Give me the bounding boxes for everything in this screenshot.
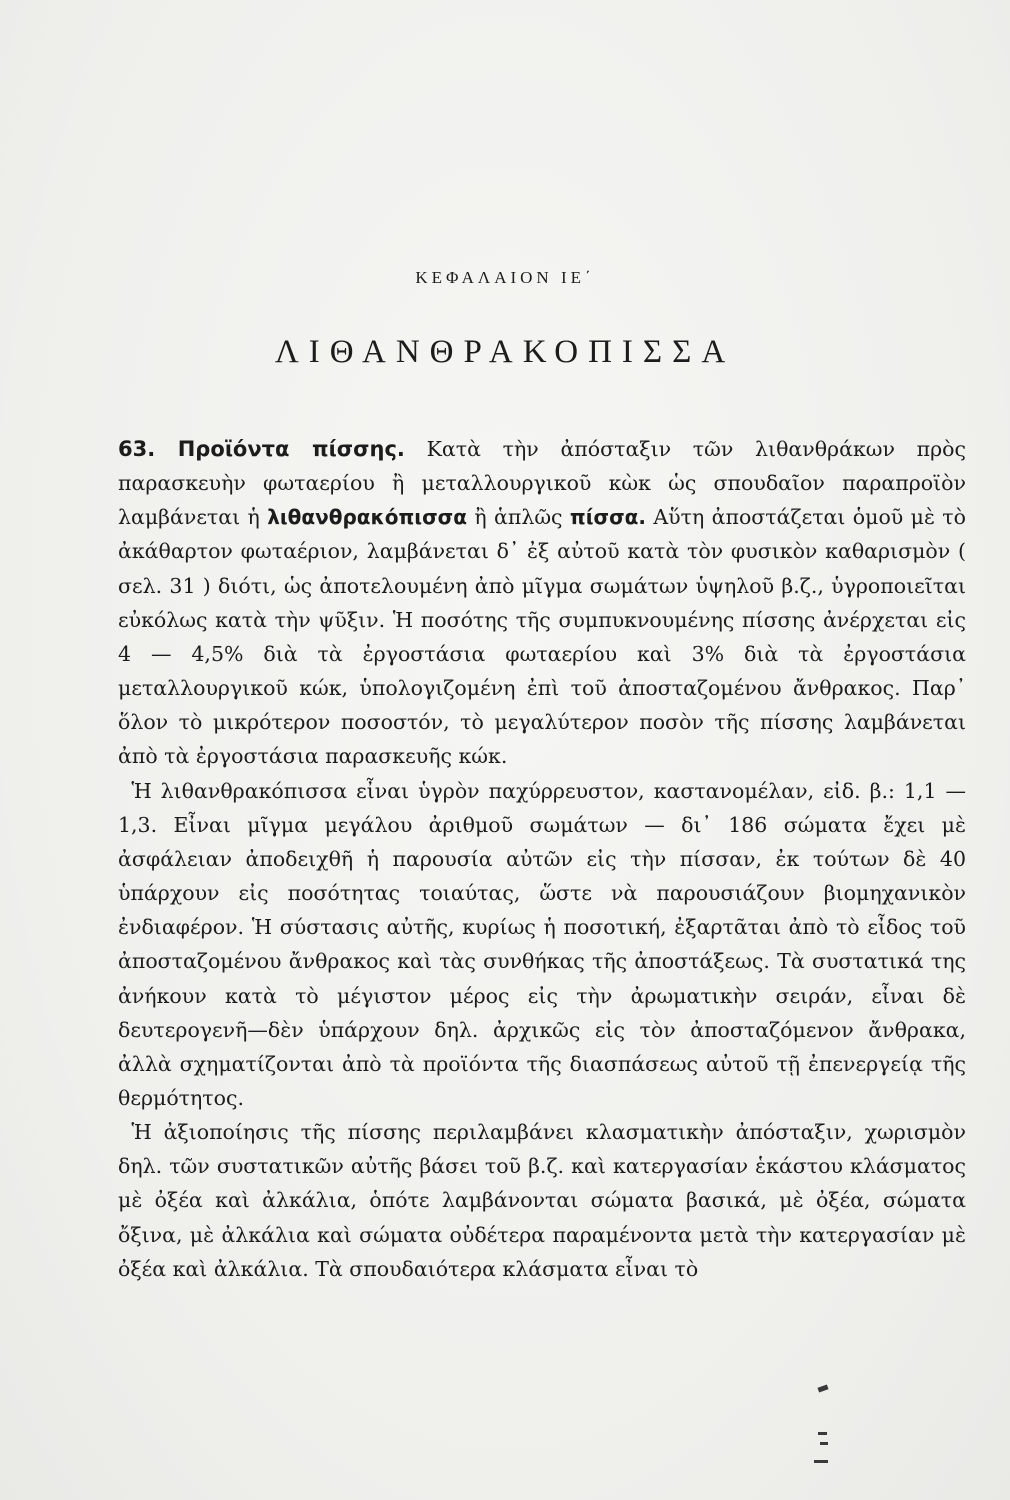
print-mark-3 (820, 1442, 828, 1445)
print-mark-4 (814, 1460, 828, 1463)
paragraph-1 (118, 432, 966, 774)
print-mark-1 (817, 1384, 828, 1392)
paragraph-2: Ἡ λιθανθρακόπισσα εἶναι ὑγρὸν παχύρρευστον, καστανομέλαν, εἰδ. β.: 1,1 — 1,3. Εἶναι μῖγμα μεγάλου ἀριθμοῦ σωμάτων — δι᾽ 186 σώματα ἔχει μὲ ἀσφάλειαν ἀποδειχθῆ ἡ παρουσία αὐτῶν εἰς τὴν πίσσαν, ἐκ τούτων δὲ 40 ὑπάρχουν εἰς ποσότητας τοιαύτας, ὥστε νὰ παρουσιάζουν βιομηχανικὸν ἐνδιαφέρον. Ἡ σύστασις αὐτῆς, κυρίως ἡ ποσοτική, ἐξαρτᾶται ἀπὸ τὸ εἶδος τοῦ ἀποσταζομένου ἄνθρακος καὶ τὰς συνθήκας τῆς ἀποστάξεως. Τὰ συστατικά της ἀνήκουν κατὰ τὸ μέγιστον μέρος εἰς τὴν ἀρωματικὴν σειράν, εἶναι δὲ δευτερογενῆ—δὲν ὑπάρχουν δηλ. ἀρχικῶς εἰς τὸν ἀποσταζόμενον ἄνθρακα, ἀλλὰ σχηματίζονται ἀπὸ τὰ προϊόντα τῆς διασπάσεως αὐτοῦ τῇ ἐπενεργείᾳ τῆς θερμότητος. (118, 778, 966, 1110)
chapter-label: ΚΕΦΑΛΑΙΟΝ ΙΕ΄ (415, 268, 595, 287)
paragraph-1-part-b: ἢ ἁπλῶς (467, 505, 570, 530)
print-mark-2 (818, 1432, 827, 1435)
paragraph-1-part-a: Κατὰ τὴν ἀπόσταξιν τῶν λιθανθράκων πρὸς παρασκευὴν φωταερίου ἢ μεταλλουργικοῦ κὼκ ὡς σπουδαῖον παραπροϊὸν λαμβάνεται ἡ (118, 437, 967, 530)
paragraph-1-part-c: Αὕτη ἀποστάζεται ὁμοῦ μὲ τὸ ἀκάθαρτον φωταέριον, λαμβάνεται δ᾽ ἐξ αὐτοῦ κατὰ τὸν φυσικὸν καθαρισμὸν ( σελ. 31 ) διότι, ὡς ἀποτελουμένη ἀπὸ μῖγμα σωμάτων ὑψηλοῦ β.ζ., ὑγροποιεῖται εὐκόλως κατὰ τὴν ψῦξιν. Ἡ ποσότης τῆς συμπυκνουμένης πίσσης ἀνέρχεται εἰς 4 — 4,5% διὰ τὰ ἐργοστάσια φωταερίου καὶ 3% διὰ τὰ ἐργοστάσια μεταλλουργικοῦ κώκ, ὑπολογιζομένη ἐπὶ τοῦ ἀποσταζομένου ἄνθρακος. Παρ᾽ ὅλον τὸ μικρότερον ποσοστόν, τὸ μεγαλύτερον ποσὸν τῆς πίσσης λαμβάνεται ἀπὸ τὰ ἐργοστάσια παρασκευῆς κώκ. (118, 505, 966, 769)
section-heading: 63. Προϊόντα πίσσης. (118, 437, 405, 461)
term-lithanthrakopissa: λιθανθρακόπισσα (267, 505, 467, 530)
chapter-title: ΛΙΘΑΝΘΡΑΚΟΠΙΣΣΑ (274, 334, 736, 370)
body-text (118, 432, 966, 1286)
paragraph-3: Ἡ ἀξιοποίησις τῆς πίσσης περιλαμβάνει κλασματικὴν ἀπόσταξιν, χωρισμὸν δηλ. τῶν συστατικῶν αὐτῆς βάσει τοῦ β.ζ. καὶ κατεργασίαν ἑκάστου κλάσματος μὲ ὀξέα καὶ ἀλκάλια, ὁπότε λαμβάνονται σώματα βασικά, μὲ ὀξέα, σώματα ὄξινα, μὲ ἀλκάλια καὶ σώματα οὐδέτερα παραμένοντα μετὰ τὴν κατεργασίαν μὲ ὀξέα καὶ ἀλκάλια. Τὰ σπουδαιότερα κλάσματα εἶναι τὸ (118, 1120, 966, 1281)
term-pissa: πίσσα. (569, 505, 646, 530)
